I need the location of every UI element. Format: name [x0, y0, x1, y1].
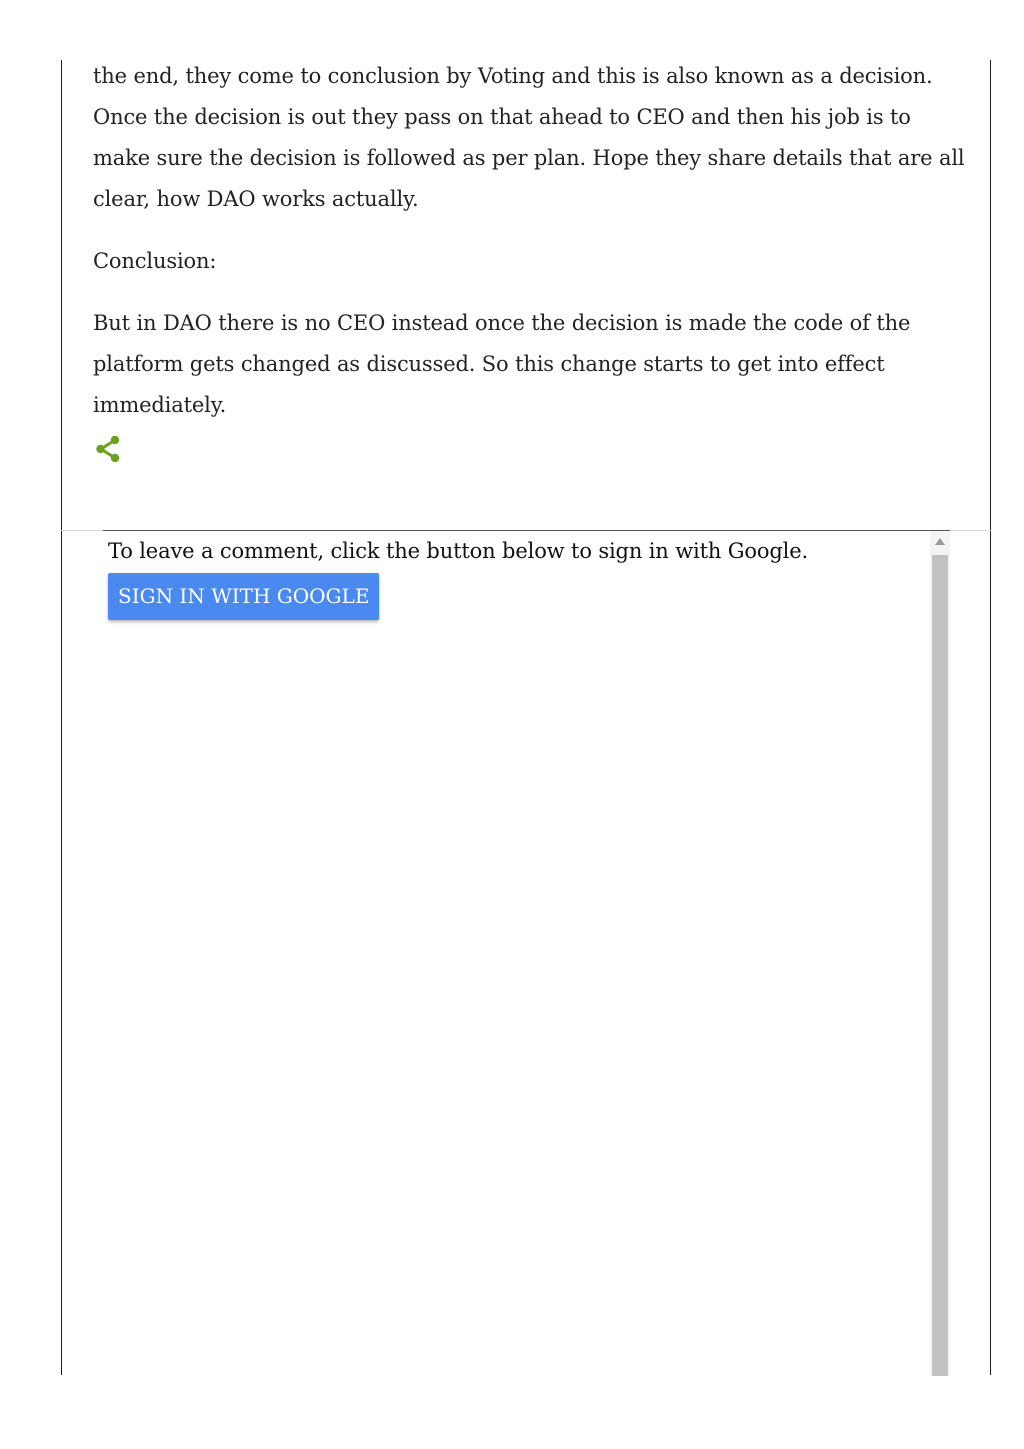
conclusion-heading: Conclusion:: [93, 249, 217, 273]
article-paragraph: But in DAO there is no CEO instead once the decision is made the code of the platform gets changed as discussed. So this change starts to get into effect immediately.: [93, 311, 911, 417]
share-icon: [93, 434, 125, 464]
comment-scrollbar[interactable]: [930, 531, 950, 1376]
scroll-up-button[interactable]: [930, 533, 950, 553]
comment-prompt: To leave a comment, click the button below to sign in with Google.: [108, 539, 809, 563]
comment-frame: [103, 530, 950, 1375]
sign-in-with-google-button[interactable]: SIGN IN WITH GOOGLE: [108, 573, 379, 620]
scroll-thumb[interactable]: [932, 555, 948, 1376]
article-body: [93, 56, 973, 447]
article-paragraph: the end, they come to conclusion by Voting and this is also known as a decision. Once the decision is out they pass on that ahead to CEO and then his job is to make sure the decision is followed as per plan. Hope they share details that are all clear, how DAO works actually.: [93, 64, 965, 211]
share-button[interactable]: [93, 434, 125, 466]
scroll-up-arrow-icon: [935, 538, 945, 545]
